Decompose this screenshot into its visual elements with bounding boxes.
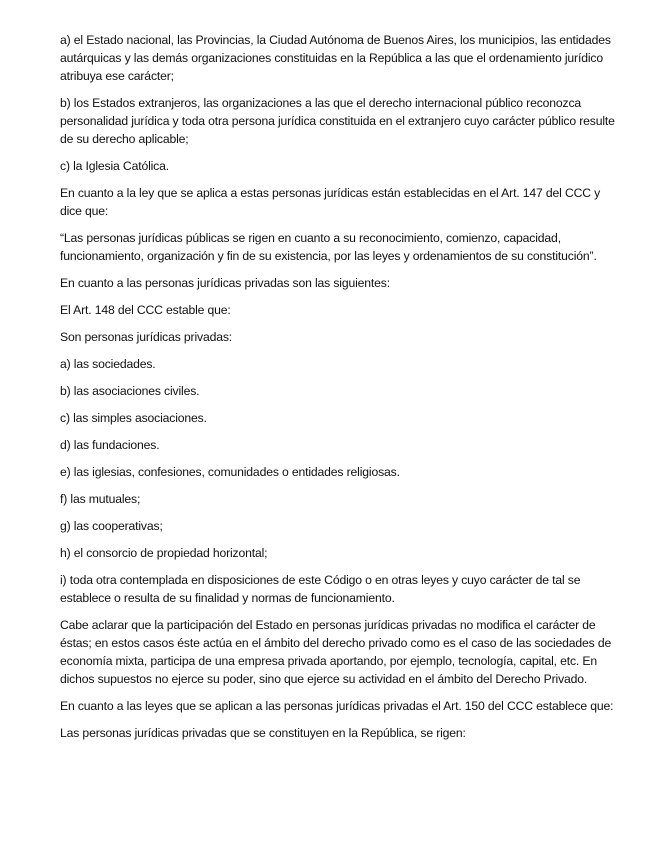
list-item-fundaciones: d) las fundaciones. bbox=[60, 438, 160, 452]
paragraph-privadas-intro: En cuanto a las personas jurídicas privadas son las siguientes: bbox=[60, 276, 390, 290]
paragraph-iglesia-catolica: c) la Iglesia Católica. bbox=[60, 159, 169, 173]
list-item-iglesias: e) las iglesias, confesiones, comunidades o entidades religiosas. bbox=[60, 465, 400, 479]
paragraph-art-148: El Art. 148 del CCC estable que: bbox=[60, 303, 231, 317]
paragraph-art-150: En cuanto a las leyes que se aplican a las personas jurídicas privadas el Art. 150 del CCC establece que: bbox=[60, 699, 614, 713]
list-item-toda-otra: i) toda otra contemplada en disposiciones de este Código o en otras leyes y cuyo carácter de tal se establece o resulta de su finalidad y normas de funcionamiento. bbox=[60, 573, 581, 605]
paragraph-ley-aplicable-publicas: En cuanto a la ley que se aplica a estas personas jurídicas están establecidas en el Art. 147 del CCC y dice que: bbox=[60, 186, 601, 218]
paragraph-se-rigen: Las personas jurídicas privadas que se constituyen en la República, se rigen: bbox=[60, 726, 466, 740]
list-item-consorcio: h) el consorcio de propiedad horizontal; bbox=[60, 546, 268, 560]
paragraph-participacion-estado: Cabe aclarar que la participación del Estado en personas jurídicas privadas no modifica el carácter de éstas; en estos casos éste actúa en el ámbito del derecho privado como es el caso de las sociedades de economía mixta, participa de una empresa privada aportando, por ejemplo, tecnología, capital, etc. En dichos supuestos no ejerce su poder, sino que ejerce su actividad en el ámbito del Derecho Privado. bbox=[60, 618, 612, 686]
list-item-simples-asociaciones: c) las simples asociaciones. bbox=[60, 411, 207, 425]
list-item-mutuales: f) las mutuales; bbox=[60, 492, 141, 506]
paragraph-estado-nacional: a) el Estado nacional, las Provincias, la Ciudad Autónoma de Buenos Aires, los municipios, las entidades autárquicas y las demás organizaciones constituidas en la República a las que el ordenamiento jurídico atribuya ese carácter; bbox=[60, 33, 611, 83]
paragraph-son-privadas: Son personas jurídicas privadas: bbox=[60, 330, 233, 344]
list-item-cooperativas: g) las cooperativas; bbox=[60, 519, 163, 533]
list-item-asociaciones-civiles: b) las asociaciones civiles. bbox=[60, 384, 200, 398]
list-item-sociedades: a) las sociedades. bbox=[60, 357, 156, 371]
paragraph-quote-art-147: “Las personas jurídicas públicas se rigen en cuanto a su reconocimiento, comienzo, capacidad, funcionamiento, organización y fin de su existencia, por las leyes y ordenamientos de su constitución”. bbox=[60, 231, 597, 263]
paragraph-estados-extranjeros: b) los Estados extranjeros, las organizaciones a las que el derecho internacional público reconozca personalidad jurídica y toda otra persona jurídica constituida en el extranjero cuyo carácter público resulte de su derecho aplicable; bbox=[60, 96, 615, 146]
